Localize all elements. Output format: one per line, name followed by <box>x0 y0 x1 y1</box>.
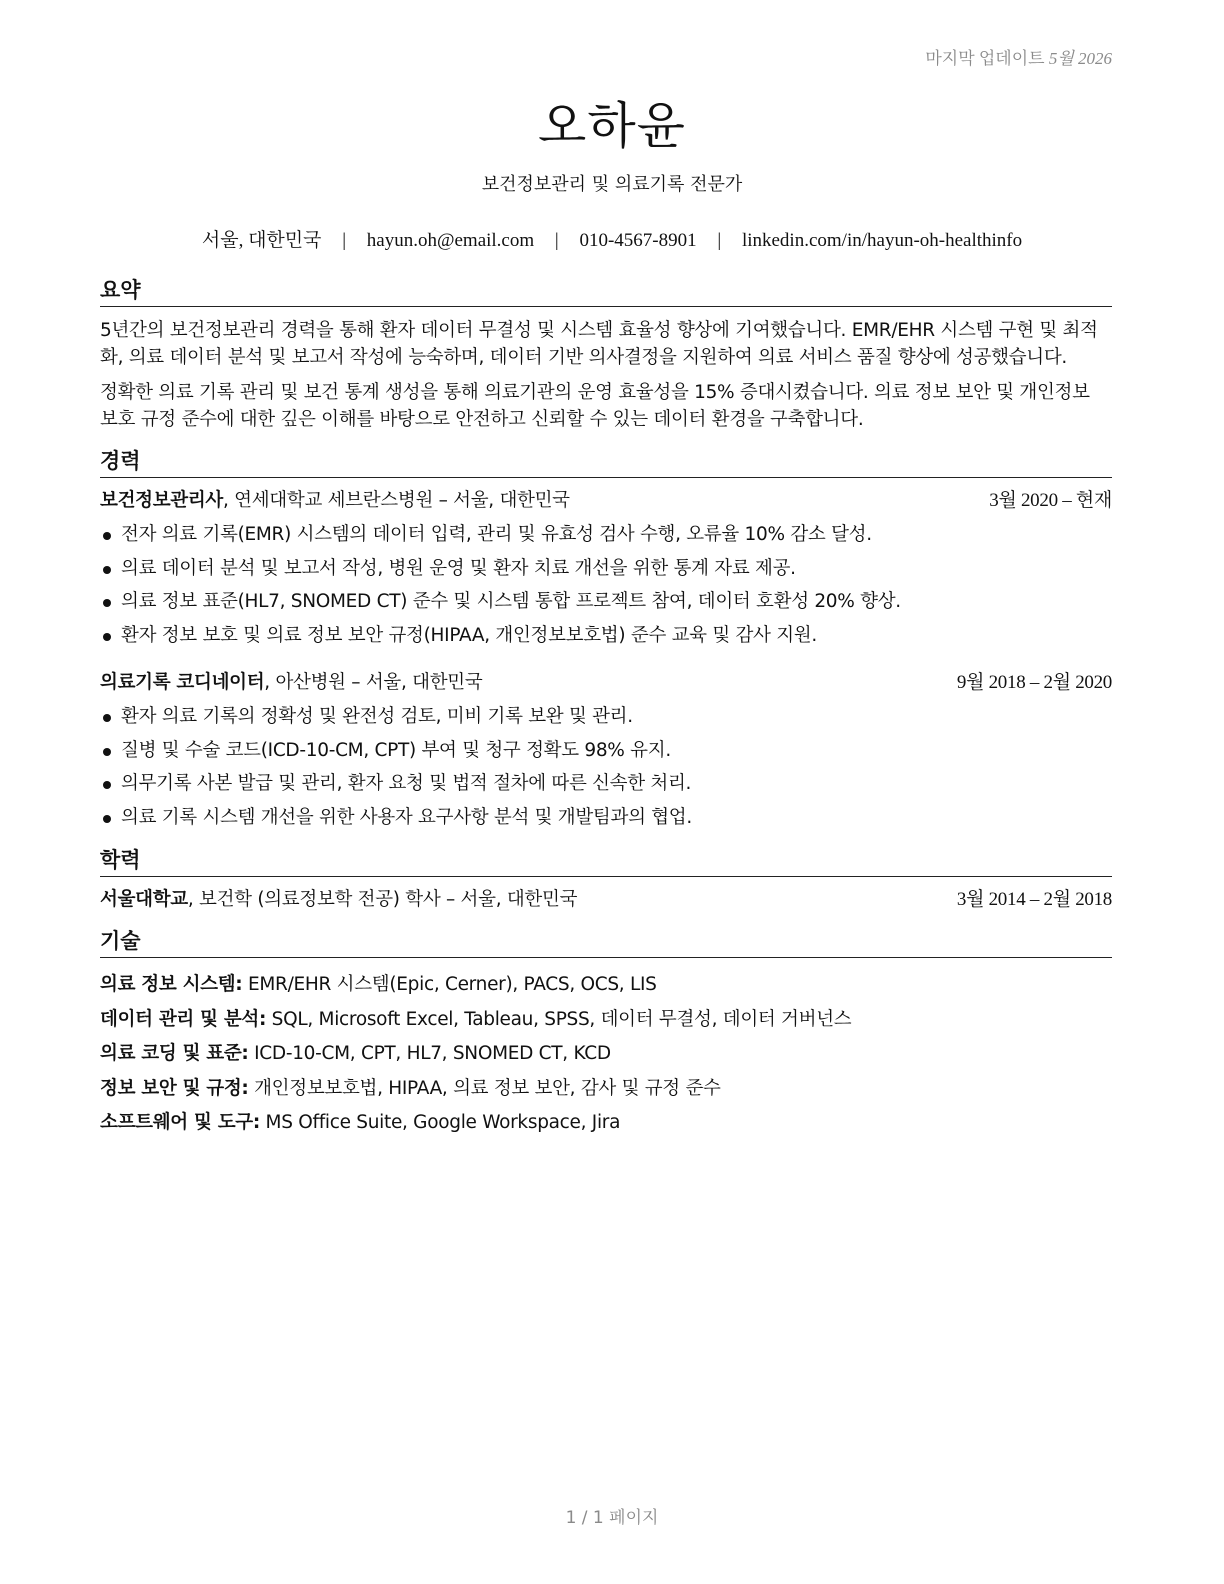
skill-label: 데이터 관리 및 분석: <box>100 1008 267 1030</box>
skill-row <box>100 968 1112 1003</box>
job-role: 보건정보관리사 <box>100 490 223 511</box>
last-updated-year: 2026 <box>1078 49 1112 68</box>
job-bullet: 환자 의료 기록의 정확성 및 완전성 검토, 미비 기록 보완 및 관리. <box>100 700 1112 734</box>
contact-email[interactable]: hayun.oh@email.com <box>366 230 535 251</box>
job-date: 3월 2020 – 현재 <box>989 490 1112 511</box>
education-school: 서울대학교 <box>100 889 188 910</box>
education-date: 3월 2014 – 2월 2018 <box>956 889 1112 910</box>
skill-label: 의료 정보 시스템: <box>100 974 243 995</box>
job-bullets <box>100 518 1112 652</box>
job-bullet: 의료 정보 표준(HL7, SNOMED CT) 준수 및 시스템 통합 프로젝트 참여, 데이터 호환성 20% 향상. <box>100 585 1112 619</box>
last-updated <box>925 44 1112 69</box>
job-header <box>100 670 1112 696</box>
summary-paragraph: 정확한 의료 기록 관리 및 보건 통계 생성을 통해 의료기관의 운영 효율성을 15% 증대시켰습니다. 의료 정보 보안 및 개인정보 보호 규정 준수에 대한 깊은 이해를 바탕으로 안전하고 신뢰할 수 있는 데이터 환경을 구축합니다. <box>100 382 1090 430</box>
job-subtitle: 보건정보관리 및 의료기록 전문가 <box>481 174 743 195</box>
job-entry <box>100 488 1112 652</box>
section-title-summary: 요약 <box>100 276 1112 307</box>
job-bullet: 전자 의료 기록(EMR) 시스템의 데이터 입력, 관리 및 유효성 검사 수행, 오류율 10% 감소 달성. <box>100 518 1112 552</box>
resume-body <box>100 276 1112 1141</box>
job-date: 9월 2018 – 2월 2020 <box>956 672 1112 693</box>
job-org: , 아산병원 – 서울, 대한민국 <box>264 672 483 693</box>
skills-section <box>100 927 1112 1141</box>
skill-value: SQL, Microsoft Excel, Tableau, SPSS, 데이터 무결성, 데이터 거버넌스 <box>266 1008 852 1030</box>
contact-phone[interactable]: 010-4567-8901 <box>579 230 697 251</box>
education-entry <box>100 887 1112 913</box>
experience-section <box>100 447 1112 834</box>
person-name: 오하윤 <box>538 97 686 155</box>
job-bullet: 의무기록 사본 발급 및 관리, 환자 요청 및 법적 절차에 따른 신속한 처리. <box>100 767 1112 801</box>
skill-value: EMR/EHR 시스템(Epic, Cerner), PACS, OCS, LIS <box>242 974 657 995</box>
contact-location: 서울, 대한민국 <box>201 230 322 251</box>
job-role: 의료기록 코디네이터 <box>100 672 265 693</box>
section-title-education: 학력 <box>100 846 1112 877</box>
skill-row <box>100 1003 1112 1038</box>
skill-row <box>100 1106 1112 1141</box>
job-bullet: 환자 정보 보호 및 의료 정보 보안 규정(HIPAA, 개인정보보호법) 준수 교육 및 감사 지원. <box>100 619 1112 653</box>
job-bullet: 의료 기록 시스템 개선을 위한 사용자 요구사항 분석 및 개발팀과의 협업. <box>100 801 1112 835</box>
last-updated-label: 마지막 업데이트 <box>925 49 1045 68</box>
skill-row <box>100 1037 1112 1072</box>
skill-value: 개인정보보호법, HIPAA, 의료 정보 보안, 감사 및 규정 준수 <box>248 1077 721 1099</box>
contact-separator: | <box>342 230 347 251</box>
education-school-detail <box>100 887 577 913</box>
skill-label: 정보 보안 및 규정: <box>100 1077 249 1099</box>
skill-label: 의료 코딩 및 표준: <box>100 1043 249 1064</box>
job-bullet: 질병 및 수술 코드(ICD-10-CM, CPT) 부여 및 청구 정확도 98% 유지. <box>100 734 1112 768</box>
contact-linkedin[interactable]: linkedin.com/in/hayun-oh-healthinfo <box>741 230 1023 251</box>
skill-row <box>100 1072 1112 1107</box>
job-title-org <box>100 488 570 514</box>
education-detail: , 보건학 (의료정보학 전공) 학사 – 서울, 대한민국 <box>187 889 578 910</box>
summary-section <box>100 276 1112 433</box>
last-updated-month: 5월 <box>1048 49 1074 68</box>
page-number: 1 / 1 페이지 <box>565 1508 659 1528</box>
job-bullets <box>100 700 1112 834</box>
contact-separator: | <box>554 230 559 251</box>
job-entry <box>100 670 1112 834</box>
summary-paragraph: 5년간의 보건정보관리 경력을 통해 환자 데이터 무결성 및 시스템 효율성 향상에 기여했습니다. EMR/EHR 시스템 구현 및 최적화, 의료 데이터 분석 및 보고서 작성에 능숙하며, 데이터 기반 의사결정을 지원하여 의료 서비스 품질 향상에 성공했습니다. <box>100 320 1098 368</box>
section-title-skills: 기술 <box>100 927 1112 958</box>
job-org: , 연세대학교 세브란스병원 – 서울, 대한민국 <box>223 490 570 511</box>
contact-line <box>0 225 1224 252</box>
skill-label: 소프트웨어 및 도구: <box>100 1112 260 1133</box>
education-section <box>100 846 1112 913</box>
job-header <box>100 488 1112 514</box>
job-bullet: 의료 데이터 분석 및 보고서 작성, 병원 운영 및 환자 치료 개선을 위한 통계 자료 제공. <box>100 552 1112 586</box>
contact-separator: | <box>717 230 722 251</box>
section-title-experience: 경력 <box>100 447 1112 478</box>
skill-value: MS Office Suite, Google Workspace, Jira <box>259 1112 621 1133</box>
skill-value: ICD-10-CM, CPT, HL7, SNOMED CT, KCD <box>248 1043 611 1064</box>
job-title-org <box>100 670 482 696</box>
